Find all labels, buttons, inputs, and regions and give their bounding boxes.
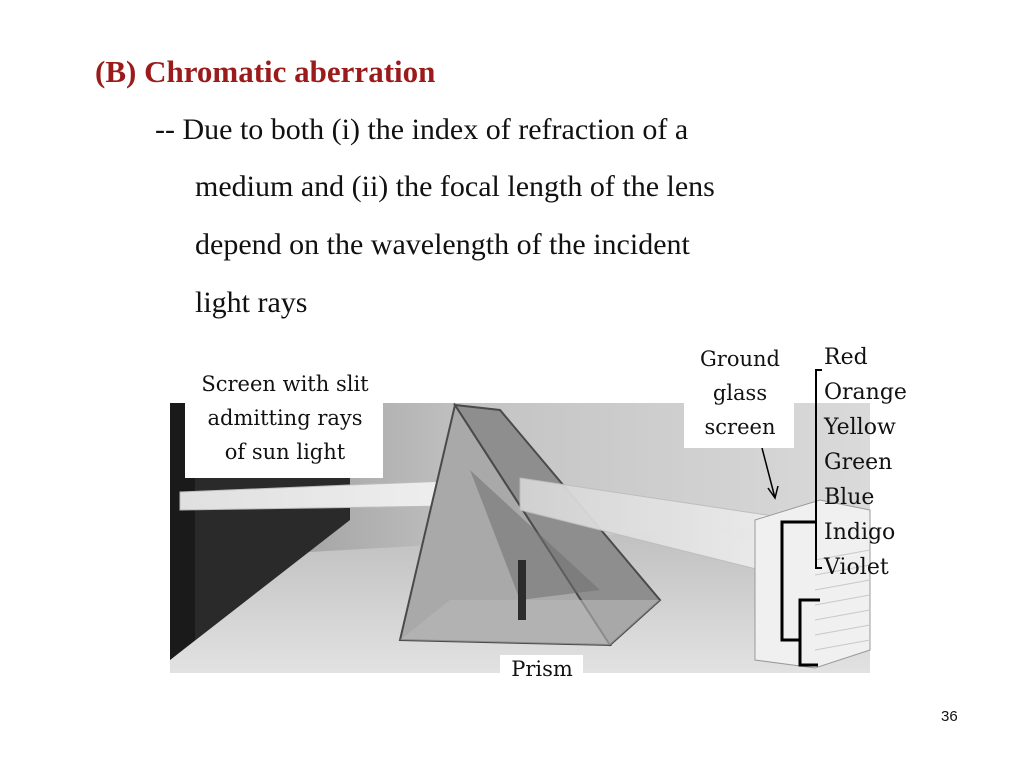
screen-label — [688, 342, 792, 444]
prism-shadow-slot — [518, 560, 526, 620]
slit-label-line-2: admitting rays — [207, 406, 363, 430]
screen-label-line-2: glass — [712, 381, 768, 405]
slit-label-line-1: Screen with slit — [201, 372, 369, 396]
color-indigo: Indigo — [824, 520, 896, 545]
body-line-1: -- Due to both (i) the index of refraction of a — [155, 113, 689, 146]
color-green: Green — [824, 450, 893, 475]
body-line-2: medium and (ii) the focal length of the lens — [195, 170, 715, 203]
color-red: Red — [824, 345, 868, 370]
page-number: 36 — [941, 708, 958, 725]
color-yellow: Yellow — [824, 415, 896, 440]
slide-title: (B) Chromatic aberration — [95, 54, 436, 89]
body-line-3: depend on the wavelength of the incident — [195, 228, 690, 261]
slit-label-line-3: of sun light — [224, 440, 346, 464]
prism-label: Prism — [511, 657, 573, 681]
screen-label-line-1: Ground — [700, 347, 780, 371]
screen-label-line-3: screen — [704, 415, 776, 439]
spectrum-color-list — [824, 340, 907, 585]
color-violet: Violet — [824, 555, 889, 580]
color-orange: Orange — [824, 380, 907, 405]
color-blue: Blue — [824, 485, 875, 510]
body-line-4: light rays — [195, 286, 308, 319]
slit-label — [190, 367, 380, 469]
